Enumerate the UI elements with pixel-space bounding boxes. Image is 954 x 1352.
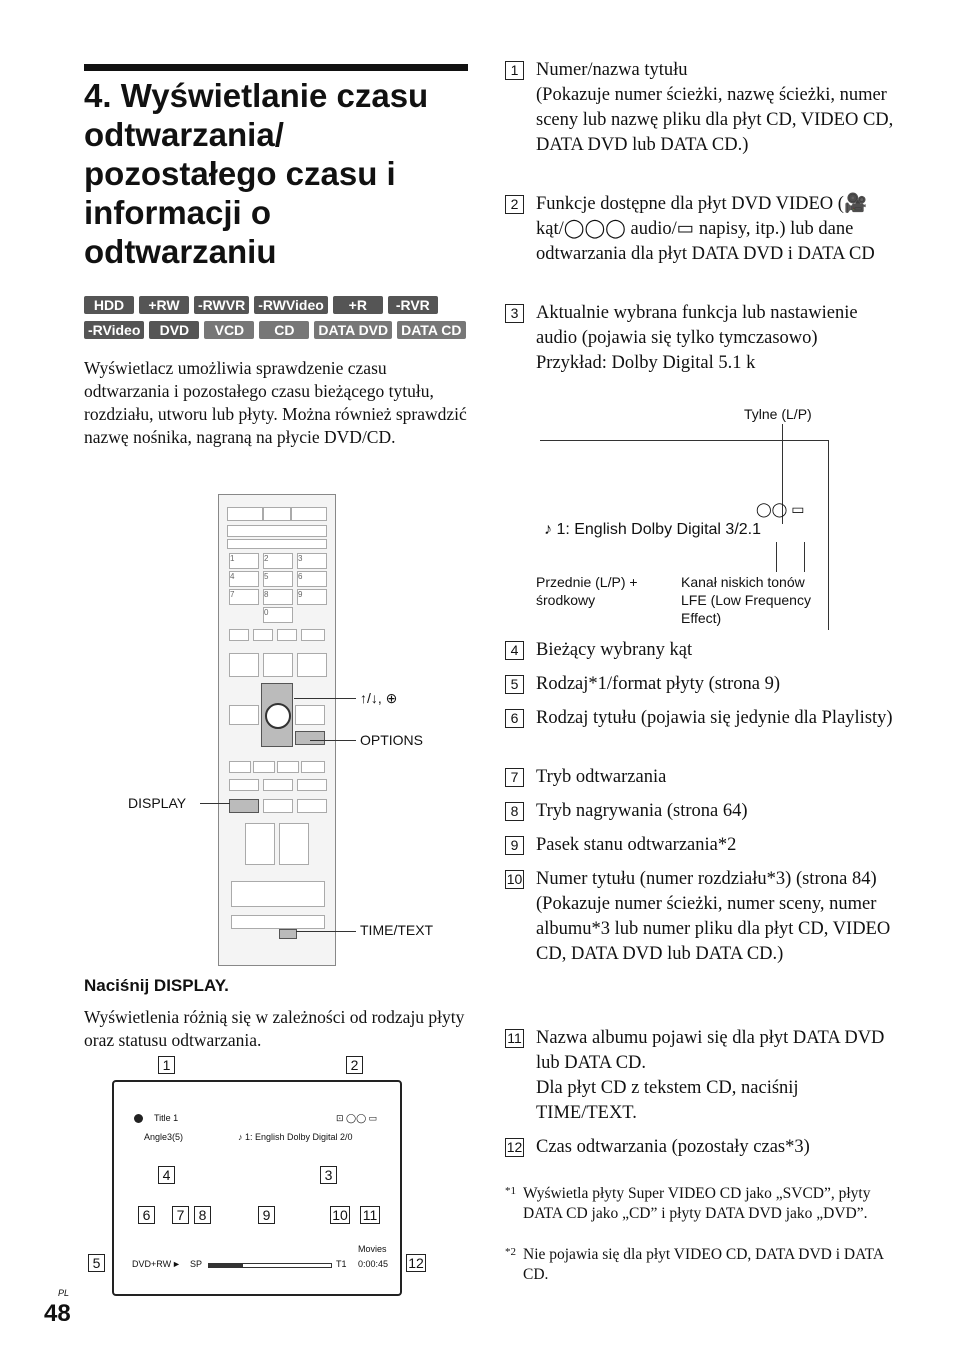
disc-badge: -RVideo bbox=[84, 321, 144, 339]
item-number: 4 bbox=[505, 641, 524, 660]
display-button bbox=[229, 799, 259, 813]
remote-button bbox=[263, 779, 293, 791]
time-text-button bbox=[279, 929, 297, 939]
audio-icons: ◯◯ ▭ bbox=[756, 501, 805, 517]
label-3: 3 bbox=[320, 1166, 337, 1184]
legend-item-1: 1 Numer/nazwa tytułu (Pokazuje numer ścieżki, nazwę ścieżki, numer sceny lub nazwę pliku dla płyt CD, VIDEO CD, DATA DVD lub DATA CD.) bbox=[505, 58, 895, 158]
progress-fill bbox=[209, 1264, 243, 1267]
remote-button bbox=[253, 629, 273, 641]
front-channel-label: Przednie (L/P) + środkowy bbox=[536, 574, 638, 608]
disc-badge: CD bbox=[259, 321, 309, 339]
stop-button bbox=[297, 799, 327, 813]
legend-item-4: 4 Bieżący wybrany kąt bbox=[505, 638, 895, 663]
screen-angle: Angle3(5) bbox=[144, 1132, 184, 1142]
remote-button bbox=[297, 779, 327, 791]
key-1: 1 bbox=[229, 553, 259, 569]
screen-track: T1 bbox=[336, 1259, 347, 1269]
footnote-mark: *2 bbox=[505, 1246, 516, 1258]
disc-badge: -RVR bbox=[388, 296, 438, 314]
disc-badge: +RW bbox=[139, 296, 189, 314]
disc-badge: VCD bbox=[204, 321, 254, 339]
disc-badge: DATA DVD bbox=[314, 321, 392, 339]
remote-button bbox=[295, 705, 325, 725]
enter-button bbox=[265, 703, 291, 729]
legend-item-7: 7 Tryb odtwarzania bbox=[505, 765, 895, 790]
remote-button bbox=[229, 653, 259, 677]
item-number: 3 bbox=[505, 304, 524, 323]
leader-line bbox=[310, 740, 356, 741]
rear-channel-label: Tylne (L/P) bbox=[744, 406, 812, 422]
pause-button bbox=[263, 799, 293, 813]
options-button bbox=[295, 731, 325, 745]
item-number: 5 bbox=[505, 675, 524, 694]
callout-display: DISPLAY bbox=[128, 795, 187, 811]
leader-line bbox=[294, 698, 356, 699]
key-0: 0 bbox=[263, 607, 293, 623]
legend-item-6: 6 Rodzaj tytułu (pojawia się jedynie dla Playlisty) bbox=[505, 706, 895, 731]
title-rule bbox=[84, 64, 468, 71]
leader-line bbox=[776, 542, 777, 572]
key-2: 2 bbox=[263, 553, 293, 569]
remote-button bbox=[229, 761, 251, 773]
disc-badge: +R bbox=[333, 296, 383, 314]
legend-item-8: 8 Tryb nagrywania (strona 64) bbox=[505, 799, 895, 824]
label-12: 12 bbox=[406, 1254, 426, 1272]
item-number: 2 bbox=[505, 195, 524, 214]
key-6: 6 bbox=[297, 571, 327, 587]
key-7: 7 bbox=[229, 589, 259, 605]
key-4: 4 bbox=[229, 571, 259, 587]
key-8: 8 bbox=[263, 589, 293, 605]
remote-button-panel bbox=[231, 881, 325, 907]
label-8: 8 bbox=[194, 1206, 211, 1224]
callout-time-text: TIME/TEXT bbox=[360, 922, 434, 938]
remote-control-illustration bbox=[218, 494, 336, 966]
remote-button bbox=[277, 761, 299, 773]
screen-album: Movies bbox=[358, 1244, 387, 1254]
legend-item-9: 9 Pasek stanu odtwarzania*2 bbox=[505, 833, 895, 858]
disc-badge: DVD bbox=[149, 321, 199, 339]
display-note: Wyświetlenia różnią się w zależności od rodzaju płyty oraz statusu odtwarzania. bbox=[84, 1007, 465, 1050]
section-title: 4. Wyświetlanie czasu odtwarzania/ pozostałego czasu i informacji o odtwarzaniu bbox=[84, 77, 429, 270]
remote-button bbox=[227, 507, 263, 521]
label-7: 7 bbox=[172, 1206, 189, 1224]
onscreen-display-diagram bbox=[112, 1080, 402, 1296]
label-11: 11 bbox=[360, 1206, 380, 1224]
legend-item-11: 11 Nazwa albumu pojawi się dla płyt DATA DVD lub DATA CD. Dla płyt CD z tekstem CD, naciśnij TIME/TEXT. bbox=[505, 1026, 895, 1126]
remote-button bbox=[227, 539, 327, 549]
leader-line bbox=[296, 931, 356, 932]
legend-item-5: 5 Rodzaj*1/format płyty (strona 9) bbox=[505, 672, 895, 697]
screen-time: 0:00:45 bbox=[358, 1259, 389, 1269]
page-language: PL bbox=[58, 1288, 70, 1298]
key-5: 5 bbox=[263, 571, 293, 587]
label-5: 5 bbox=[88, 1254, 105, 1272]
footnote-text: Wyświetla płyty Super VIDEO CD jako „SVCD”, płyty DATA CD jako „CD” i płyty DATA DVD jako „DVD”. bbox=[523, 1185, 871, 1222]
remote-button bbox=[297, 653, 327, 677]
footnote-2 bbox=[505, 1245, 885, 1285]
disc-badge: DATA CD bbox=[397, 321, 465, 339]
callout-arrows-enter: ↑/↓, ⊕ bbox=[360, 690, 398, 706]
leader-line bbox=[804, 542, 805, 572]
remote-button bbox=[231, 915, 325, 929]
diagram-frame-top bbox=[540, 440, 828, 441]
item-number: 9 bbox=[505, 836, 524, 855]
label-10: 10 bbox=[330, 1206, 350, 1224]
diagram-frame-right bbox=[828, 440, 829, 630]
disc-icon bbox=[134, 1114, 143, 1123]
screen-title: Title 1 bbox=[154, 1113, 179, 1123]
item-number: 12 bbox=[506, 1139, 523, 1155]
remote-button bbox=[229, 629, 249, 641]
label-6: 6 bbox=[138, 1206, 155, 1224]
remote-button bbox=[253, 761, 275, 773]
screen-record-mode: SP bbox=[190, 1259, 203, 1269]
audio-info-line: ♪ 1: English Dolby Digital 3/2.1 bbox=[544, 521, 761, 538]
callout-options: OPTIONS bbox=[360, 732, 424, 748]
label-4: 4 bbox=[158, 1166, 175, 1184]
item-number: 10 bbox=[506, 871, 523, 887]
footnote-mark: *1 bbox=[505, 1185, 516, 1197]
legend-item-3: 3 Aktualnie wybrana funkcja lub nastawienie audio (pojawia się tylko tymczasowo) Przykład: Dolby Digital 5.1 k bbox=[505, 301, 895, 376]
intro-paragraph: Wyświetlacz umożliwia sprawdzenie czasu odtwarzania i pozostałego czasu bieżącego tytułu, rozdziału, utworu lub płyty. Można również sprawdzić nazwę nośnika, nagraną na płycie DVD/CD. bbox=[84, 358, 467, 447]
remote-button bbox=[263, 507, 291, 521]
power-button bbox=[291, 507, 327, 521]
label-9: 9 bbox=[258, 1206, 275, 1224]
legend-item-10: 10 Numer tytułu (numer rozdziału*3) (strona 84) (Pokazuje numer ścieżki, numer sceny, numer albumu*3 lub numer pliku dla płyt CD, VIDEO CD, DATA DVD lub DATA CD.) bbox=[506, 869, 891, 964]
disc-badge: HDD bbox=[84, 296, 134, 314]
screen-disc-type: DVD+RW bbox=[132, 1259, 172, 1269]
page-number: 48 bbox=[44, 1300, 71, 1327]
disc-badges-row-2 bbox=[84, 321, 468, 339]
legend-item-2: 2 Funkcje dostępne dla płyt DVD VIDEO (🎥 kąt/◯◯◯ audio/▭ napisy, itp.) lub dane odtwarzania dla płyt DATA DVD i DATA CD bbox=[505, 192, 895, 267]
footnote-text: Nie pojawia się dla płyt VIDEO CD, DATA DVD i DATA CD. bbox=[523, 1246, 884, 1283]
play-icon: ► bbox=[172, 1259, 181, 1269]
remote-button bbox=[277, 629, 297, 641]
lfe-channel-label: Kanał niskich tonów LFE (Low Frequency Effect) bbox=[681, 574, 811, 626]
disc-badge: -RWVR bbox=[194, 296, 249, 314]
remote-button bbox=[229, 779, 259, 791]
item-number: 7 bbox=[505, 768, 524, 787]
leader-line bbox=[200, 803, 230, 804]
remote-button bbox=[301, 761, 325, 773]
item-number: 1 bbox=[505, 61, 524, 80]
item-number: 8 bbox=[505, 802, 524, 821]
legend-item-12: 12 Czas odtwarzania (pozostały czas*3) bbox=[506, 1137, 810, 1157]
key-9: 9 bbox=[297, 589, 327, 605]
disc-badge: -RWVideo bbox=[254, 296, 328, 314]
item-number: 6 bbox=[505, 709, 524, 728]
remote-button bbox=[229, 705, 259, 725]
volume-rocker bbox=[245, 823, 275, 865]
key-3: 3 bbox=[297, 553, 327, 569]
press-display-heading: Naciśnij DISPLAY. bbox=[84, 976, 229, 995]
label-1: 1 bbox=[158, 1056, 175, 1074]
channel-rocker bbox=[279, 823, 309, 865]
screen-audio: ♪ 1: English Dolby Digital 2/0 bbox=[238, 1132, 353, 1142]
remote-button bbox=[263, 653, 293, 677]
remote-button bbox=[301, 629, 325, 641]
progress-bar bbox=[208, 1263, 332, 1268]
remote-button bbox=[227, 525, 327, 537]
disc-badges-row-1 bbox=[84, 296, 468, 314]
function-icons: ⊡ ◯◯ ▭ bbox=[336, 1113, 378, 1123]
label-2: 2 bbox=[346, 1056, 363, 1074]
footnote-1 bbox=[505, 1184, 885, 1224]
item-number: 11 bbox=[505, 1029, 524, 1048]
